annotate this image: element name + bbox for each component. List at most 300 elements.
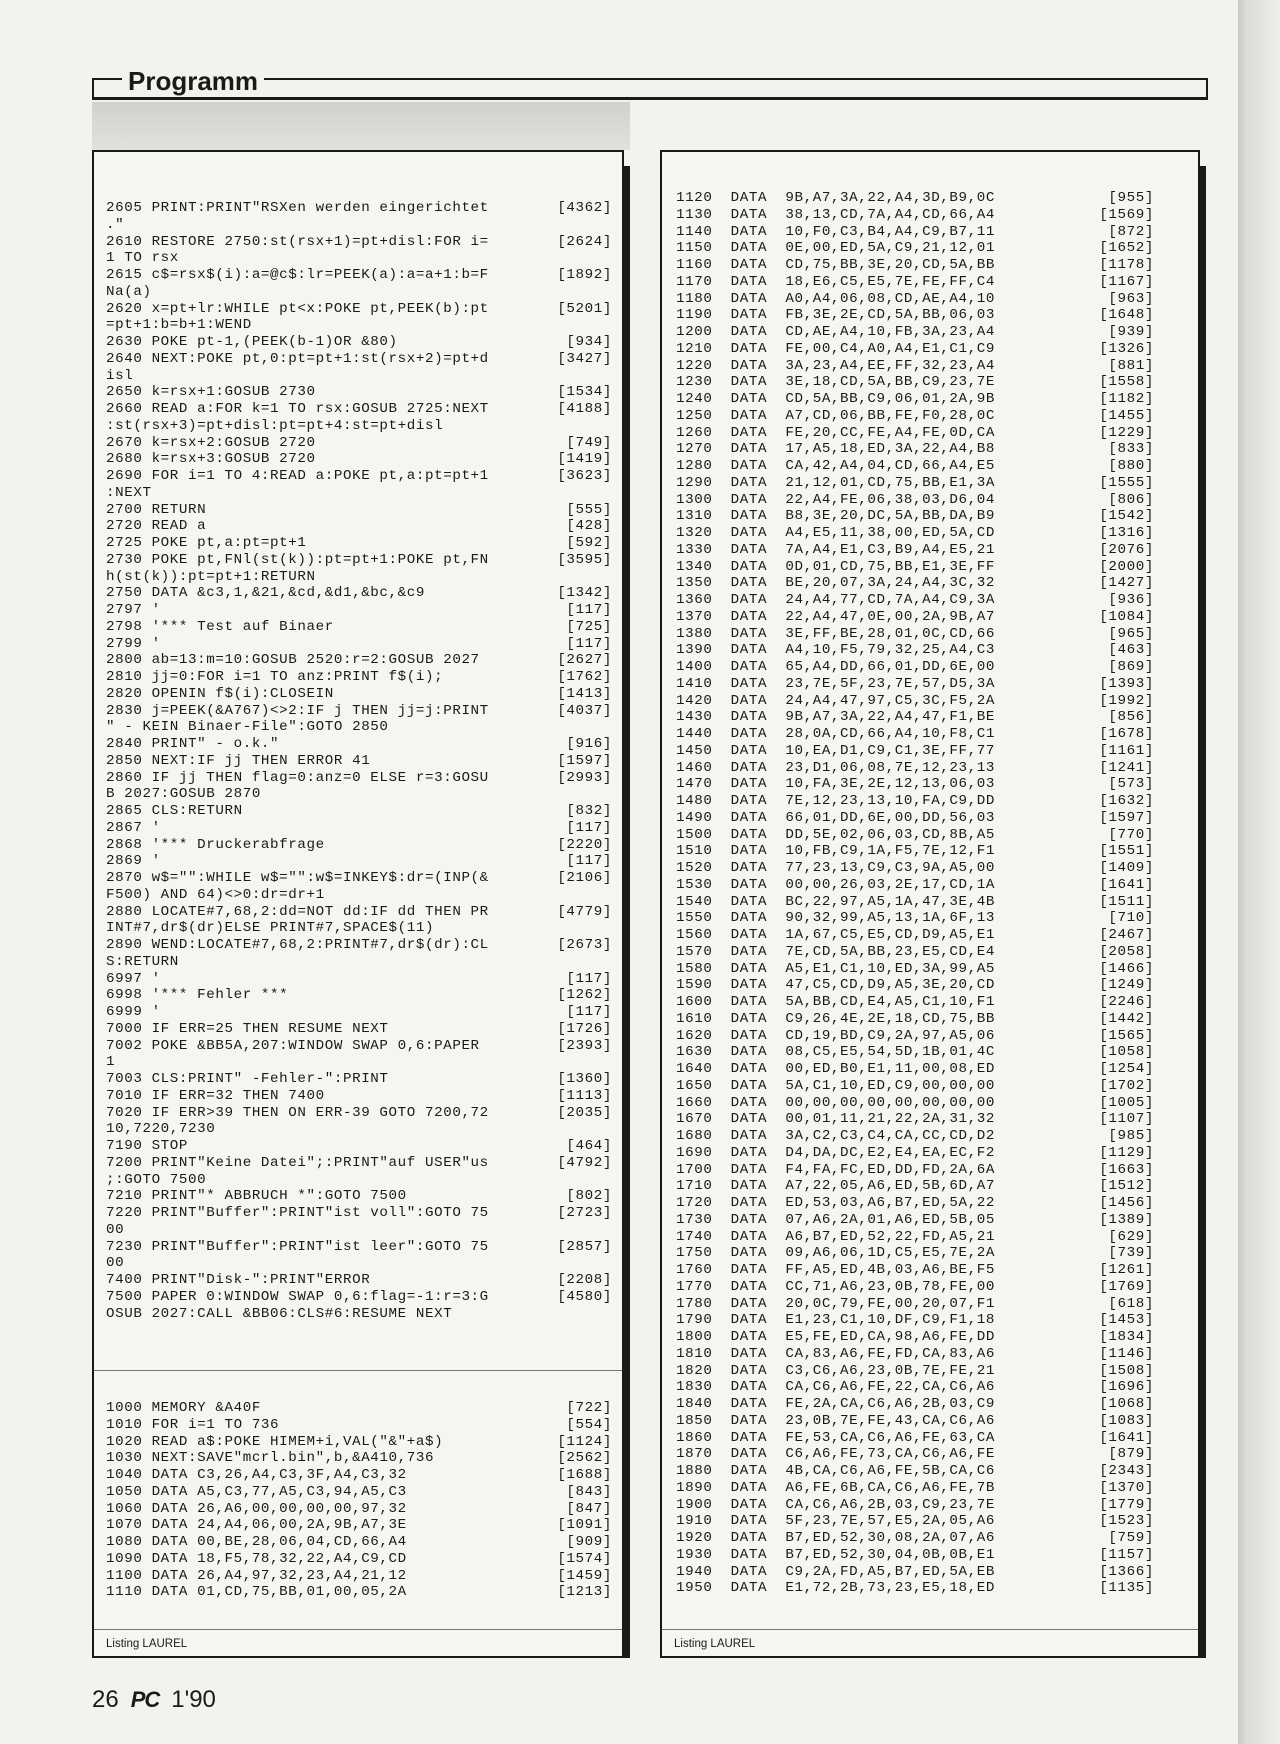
code-line (676, 894, 1154, 911)
code-text: 6997 ' (106, 970, 161, 987)
code-text: 1840 DATA FE,2A,CA,C6,A6,2B,03,C9 (676, 1396, 995, 1412)
code-text: 1460 DATA 23,D1,06,08,7E,12,23,13 (676, 759, 995, 776)
code-text: 2797 ' (106, 602, 161, 618)
code-line (106, 301, 612, 318)
code-text: 1 TO rsx (106, 250, 179, 267)
code-line (676, 1547, 1154, 1564)
code-line (676, 676, 1154, 693)
checksum: [1366] (1099, 1563, 1154, 1580)
checksum: [725] (566, 618, 612, 635)
code-text: 2810 jj=0:FOR i=1 TO anz:PRINT f$(i); (106, 669, 444, 685)
code-line (676, 827, 1154, 844)
checksum: [1702] (1099, 1077, 1154, 1094)
code-line (106, 602, 612, 619)
code-text: 2890 WEND:LOCATE#7,68,2:PRINT#7,dr$(dr):CL (106, 937, 489, 953)
code-text: 2820 OPENIN f$(i):CLOSEIN (106, 685, 334, 702)
code-text: 1910 DATA 5F,23,7E,57,E5,2A,05,A6 (676, 1513, 995, 1530)
checksum: [2562] (557, 1450, 612, 1467)
checksum: [3623] (557, 468, 612, 484)
code-line (106, 619, 612, 636)
checksum: [963] (1108, 290, 1154, 307)
checksum: [955] (1108, 190, 1154, 206)
page-footer (92, 1686, 216, 1716)
checksum: [1182] (1099, 391, 1154, 407)
checksum: [832] (566, 803, 612, 819)
code-text: 2880 LOCATE#7,68,2:dd=NOT dd:IF dd THEN PR (106, 903, 489, 920)
checksum: [1534] (557, 384, 612, 401)
label-divider (94, 1629, 622, 1630)
checksum: [117] (566, 1004, 612, 1020)
code-line (676, 1564, 1154, 1581)
code-line (676, 1262, 1154, 1279)
checksum: [833] (1108, 441, 1154, 458)
code-text: 7002 POKE &BB5A,207:WINDOW SWAP 0,6:PAPER (106, 1037, 480, 1054)
code-text: 1650 DATA 5A,C1,10,ED,C9,00,00,00 (676, 1077, 995, 1094)
code-text: 7230 PRINT"Buffer":PRINT"ist leer":GOTO 75 (106, 1238, 489, 1255)
code-text: 1 (106, 1054, 116, 1071)
code-text: 1020 READ a$:POKE HIMEM+i,VAL("&"+a$) (106, 1433, 444, 1450)
checksum: [1342] (557, 585, 612, 602)
code-text: " - KEIN Binaer-File":GOTO 2850 (106, 719, 389, 736)
code-text: 1140 DATA 10,F0,C3,B4,A4,C9,B7,11 (676, 223, 995, 240)
checksum: [1262] (557, 987, 612, 1004)
checksum: [1091] (557, 1517, 612, 1534)
checksum: [770] (1108, 826, 1154, 843)
code-line (106, 1054, 612, 1071)
code-line (106, 451, 612, 468)
code-text: 1830 DATA CA,C6,A6,FE,22,CA,C6,A6 (676, 1379, 995, 1396)
code-text: 1310 DATA B8,3E,20,DC,5A,BB,DA,B9 (676, 508, 995, 525)
checksum: [2627] (557, 652, 612, 669)
checksum: [1005] (1099, 1094, 1154, 1111)
code-text: 00 (106, 1221, 125, 1238)
section-title: Programm (122, 66, 264, 96)
checksum: [2058] (1099, 943, 1154, 960)
checksum: [1769] (1099, 1278, 1154, 1295)
code-line (676, 425, 1154, 442)
code-line (676, 391, 1154, 408)
code-line (106, 770, 612, 787)
code-text: ." (106, 216, 125, 233)
checksum: [1688] (557, 1467, 612, 1483)
checksum: [1107] (1099, 1111, 1154, 1128)
code-text: 1630 DATA 08,C5,E5,54,5D,1B,01,4C (676, 1044, 995, 1061)
code-line (106, 837, 612, 854)
code-line (106, 585, 612, 602)
code-text: F500) AND 64)<>0:dr=dr+1 (106, 886, 325, 903)
code-line (676, 1245, 1154, 1262)
code-text: 7200 PRINT"Keine Datei";:PRINT"auf USER"us (106, 1154, 489, 1171)
code-text: 1080 DATA 00,BE,28,06,04,CD,66,A4 (106, 1534, 407, 1550)
checksum: [463] (1108, 642, 1154, 659)
page-edge (1238, 0, 1280, 1744)
checksum: [1178] (1099, 257, 1154, 273)
code-text: 1750 DATA 09,A6,06,1D,C5,E5,7E,2A (676, 1245, 995, 1262)
checksum: [1678] (1099, 726, 1154, 742)
code-text: 1930 DATA B7,ED,52,30,04,0B,0B,E1 (676, 1546, 995, 1563)
code-text: 7210 PRINT"* ABBRUCH *":GOTO 7500 (106, 1188, 407, 1205)
code-text: 1860 DATA FE,53,CA,C6,A6,FE,63,CA (676, 1429, 995, 1446)
code-text: 1210 DATA FE,00,C4,A0,A4,E1,C1,C9 (676, 340, 995, 357)
code-text: 2868 '*** Druckerabfrage (106, 836, 325, 853)
code-text: 1530 DATA 00,00,26,03,2E,17,CD,1A (676, 876, 995, 893)
checksum: [1569] (1099, 206, 1154, 223)
checksum: [1419] (557, 451, 612, 468)
code-text: 1820 DATA C3,C6,A6,23,0B,7E,FE,21 (676, 1362, 995, 1379)
code-text: 1810 DATA CA,83,A6,FE,FD,CA,83,A6 (676, 1345, 995, 1362)
checksum: [1551] (1099, 843, 1154, 860)
code-line (676, 1463, 1154, 1480)
code-text: 6999 ' (106, 1004, 161, 1020)
checksum: [1597] (557, 752, 612, 769)
code-line (676, 1413, 1154, 1430)
checksum: [1453] (1099, 1312, 1154, 1329)
checksum: [1992] (1099, 692, 1154, 709)
code-text: 1050 DATA A5,C3,77,A5,C3,94,A5,C3 (106, 1483, 407, 1500)
code-text: INT#7,dr$(dr)ELSE PRINT#7,SPACE$(11) (106, 920, 435, 937)
code-text: 2630 POKE pt-1,(PEEK(b-1)OR &80) (106, 334, 398, 350)
code-text: 2869 ' (106, 853, 161, 870)
code-text: ;:GOTO 7500 (106, 1171, 207, 1188)
code-line (676, 190, 1154, 207)
code-line (676, 944, 1154, 961)
code-line (676, 1111, 1154, 1128)
code-text: 2799 ' (106, 635, 161, 652)
code-line (676, 994, 1154, 1011)
code-text: 2870 w$="":WHILE w$="":w$=INKEY$:dr=(INP(& (106, 870, 489, 886)
checksum: [618] (1108, 1295, 1154, 1312)
code-line (106, 1400, 612, 1417)
code-text: 1790 DATA E1,23,C1,10,DF,C9,F1,18 (676, 1312, 995, 1329)
code-line (676, 1011, 1154, 1028)
code-text: 1110 DATA 01,CD,75,BB,01,00,05,2A (106, 1584, 407, 1601)
checksum: [1409] (1099, 860, 1154, 876)
code-line (106, 786, 612, 803)
code-line (106, 1071, 612, 1088)
code-line (676, 1480, 1154, 1497)
code-line (676, 1128, 1154, 1145)
code-text: 1440 DATA 28,0A,CD,66,A4,10,F8,C1 (676, 726, 995, 742)
checksum: [1427] (1099, 575, 1154, 592)
code-line (106, 1088, 612, 1105)
code-line (106, 1239, 612, 1256)
checksum: [1542] (1099, 508, 1154, 525)
code-text: 1640 DATA 00,ED,B0,E1,11,00,08,ED (676, 1061, 995, 1077)
checksum: [1892] (557, 267, 612, 283)
checksum: [856] (1108, 709, 1154, 726)
code-line (676, 408, 1154, 425)
code-text: 1900 DATA CA,C6,A6,2B,03,C9,23,7E (676, 1496, 995, 1513)
code-line (676, 291, 1154, 308)
code-line (106, 267, 612, 284)
checksum: [117] (566, 602, 612, 618)
code-line (106, 1517, 612, 1534)
code-text: 7190 STOP (106, 1138, 189, 1154)
code-line (106, 284, 612, 301)
code-line (676, 910, 1154, 927)
loader-listing (106, 1400, 612, 1601)
code-line (676, 240, 1154, 257)
code-line (106, 1188, 612, 1205)
checksum: [5201] (557, 300, 612, 317)
checksum: [965] (1108, 625, 1154, 642)
listing-panel-left (92, 150, 624, 1658)
checksum: [1146] (1099, 1345, 1154, 1362)
code-text: 2610 RESTORE 2750:st(rsx+1)=pt+disl:FOR i= (106, 233, 489, 250)
code-text: 1190 DATA FB,3E,2E,CD,5A,BB,06,03 (676, 307, 995, 324)
code-line (106, 535, 612, 552)
code-text: 1680 DATA 3A,C2,C3,C4,CA,CC,CD,D2 (676, 1128, 995, 1144)
checksum: [722] (566, 1400, 612, 1416)
code-text: 7220 PRINT"Buffer":PRINT"ist voll":GOTO 75 (106, 1205, 489, 1221)
checksum: [759] (1108, 1530, 1154, 1546)
code-line (676, 274, 1154, 291)
code-line (106, 820, 612, 837)
code-text: 2730 POKE pt,FNl(st(k)):pt=pt+1:POKE pt,FN (106, 551, 489, 568)
checksum: [1241] (1099, 759, 1154, 776)
code-text: 1880 DATA 4B,CA,C6,A6,FE,5B,CA,C6 (676, 1463, 995, 1479)
code-line (106, 736, 612, 753)
checksum: [2208] (557, 1272, 612, 1288)
checksum: [4188] (557, 401, 612, 417)
code-text: 2798 '*** Test auf Binaer (106, 618, 334, 635)
code-line (676, 1095, 1154, 1112)
code-text: 1730 DATA 07,A6,2A,01,A6,ED,5B,05 (676, 1211, 995, 1228)
checksum: [1834] (1099, 1329, 1154, 1345)
checksum: [1316] (1099, 525, 1154, 541)
code-line (106, 234, 612, 251)
code-line (106, 887, 612, 904)
code-line (106, 1004, 612, 1021)
checksum: [1648] (1099, 307, 1154, 324)
code-text: 2690 FOR i=1 TO 4:READ a:POKE pt,a:pt=pt+1 (106, 468, 489, 484)
listing-panel-right (660, 150, 1200, 1658)
code-line (676, 1078, 1154, 1095)
code-line (106, 636, 612, 653)
code-line (676, 374, 1154, 391)
label-divider (662, 1629, 1198, 1630)
code-line (106, 368, 612, 385)
code-line (676, 642, 1154, 659)
checksum: [1632] (1099, 793, 1154, 809)
checksum: [2624] (557, 233, 612, 250)
checksum: [1068] (1099, 1396, 1154, 1412)
checksum: [1083] (1099, 1412, 1154, 1429)
checksum: [428] (566, 518, 612, 535)
checksum: [2857] (557, 1238, 612, 1255)
code-text: 1100 DATA 26,A4,97,32,23,A4,21,12 (106, 1567, 407, 1584)
code-line (676, 1497, 1154, 1514)
code-line (676, 860, 1154, 877)
code-text: 1270 DATA 17,A5,18,ED,3A,22,A4,B8 (676, 441, 995, 458)
checksum: [909] (566, 1534, 612, 1550)
checksum: [985] (1108, 1128, 1154, 1144)
code-text: 10,7220,7230 (106, 1121, 216, 1138)
code-text: 1800 DATA E5,FE,ED,CA,98,A6,FE,DD (676, 1329, 995, 1345)
code-text: 1160 DATA CD,75,BB,3E,20,CD,5A,BB (676, 257, 995, 273)
code-text: 1890 DATA A6,FE,6B,CA,C6,A6,FE,7B (676, 1479, 995, 1496)
checksum: [1157] (1099, 1546, 1154, 1563)
checksum: [1213] (557, 1584, 612, 1601)
code-line (676, 1513, 1154, 1530)
code-line (106, 485, 612, 502)
code-line (106, 1450, 612, 1467)
code-text: 1850 DATA 23,0B,7E,FE,43,CA,C6,A6 (676, 1412, 995, 1429)
code-text: 7010 IF ERR=32 THEN 7400 (106, 1087, 325, 1104)
code-line (106, 1417, 612, 1434)
code-text: 1280 DATA CA,42,A4,04,CD,66,A4,E5 (676, 458, 995, 474)
code-text: 2680 k=rsx+3:GOSUB 2720 (106, 451, 316, 468)
checksum: [1413] (557, 685, 612, 702)
checksum: [1508] (1099, 1362, 1154, 1379)
code-text: 2605 PRINT:PRINT"RSXen werden eingerichtet (106, 200, 489, 216)
checksum: [872] (1108, 223, 1154, 240)
issue-number: 1'90 (171, 1686, 216, 1713)
code-line (676, 542, 1154, 559)
code-line (106, 435, 612, 452)
checksum: [1442] (1099, 1010, 1154, 1027)
code-text: 1240 DATA CD,5A,BB,C9,06,01,2A,9B (676, 391, 995, 407)
code-text: 1250 DATA A7,CD,06,BB,FE,F0,28,0C (676, 407, 995, 424)
code-text: 1490 DATA 66,01,DD,6E,00,DD,56,03 (676, 809, 995, 826)
checksum: [573] (1108, 776, 1154, 793)
code-text: 1670 DATA 00,01,11,21,22,2A,31,32 (676, 1111, 995, 1128)
code-line (106, 552, 612, 569)
data-listing (676, 190, 1154, 1597)
code-text: 1760 DATA FF,A5,ED,4B,03,A6,BE,F5 (676, 1262, 995, 1278)
magazine-logo: PC (130, 1687, 160, 1712)
code-text: 1360 DATA 24,A4,77,CD,7A,A4,C9,3A (676, 592, 995, 608)
code-line (676, 341, 1154, 358)
code-line (676, 693, 1154, 710)
checksum: [4362] (557, 200, 612, 216)
code-line (676, 843, 1154, 860)
code-text: 1400 DATA 65,A4,DD,66,01,DD,6E,00 (676, 659, 995, 675)
checksum: [802] (566, 1188, 612, 1205)
code-line (676, 1145, 1154, 1162)
code-line (676, 1346, 1154, 1363)
code-text: 2850 NEXT:IF jj THEN ERROR 41 (106, 752, 371, 769)
code-line (106, 853, 612, 870)
checksum: [1261] (1099, 1262, 1154, 1278)
code-text: 1480 DATA 7E,12,23,13,10,FA,C9,DD (676, 793, 995, 809)
code-line (676, 441, 1154, 458)
code-text: 2865 CLS:RETURN (106, 803, 243, 819)
code-line (106, 1306, 612, 1323)
checksum: [117] (566, 970, 612, 987)
code-text: 1470 DATA 10,FA,3E,2E,12,13,06,03 (676, 776, 995, 793)
code-text: :st(rsx+3)=pt+disl:pt=pt+4:st=pt+disl (106, 417, 444, 434)
code-line (676, 1329, 1154, 1346)
checksum: [1641] (1099, 876, 1154, 893)
code-text: OSUB 2027:CALL &BB06:CLS#6:RESUME NEXT (106, 1305, 453, 1322)
code-line (676, 927, 1154, 944)
checksum: [2467] (1099, 927, 1154, 943)
checksum: [117] (566, 819, 612, 836)
code-text: :NEXT (106, 484, 152, 501)
code-text: 2670 k=rsx+2:GOSUB 2720 (106, 434, 316, 451)
code-line (106, 1172, 612, 1189)
code-line (106, 1205, 612, 1222)
code-text: 1450 DATA 10,EA,D1,C9,C1,3E,FF,77 (676, 742, 995, 759)
checksum: [554] (566, 1416, 612, 1433)
code-text: 1290 DATA 21,12,01,CD,75,BB,E1,3A (676, 474, 995, 491)
checksum: [1779] (1099, 1496, 1154, 1513)
checksum: [869] (1108, 659, 1154, 675)
checksum: [3595] (557, 551, 612, 568)
checksum: [555] (566, 501, 612, 518)
checksum: [1641] (1099, 1429, 1154, 1446)
code-line (676, 810, 1154, 827)
checksum: [879] (1108, 1446, 1154, 1463)
checksum: [1058] (1099, 1044, 1154, 1061)
code-text: 2640 NEXT:POKE pt,0:pt=pt+1:st(rsx+2)=pt+d (106, 350, 489, 367)
checksum: [2723] (557, 1205, 612, 1221)
code-line (106, 1105, 612, 1122)
code-line (106, 920, 612, 937)
code-line (676, 1446, 1154, 1463)
code-text: 1700 DATA F4,FA,FC,ED,DD,FD,2A,6A (676, 1161, 995, 1178)
checksum: [880] (1108, 458, 1154, 474)
code-text: 1180 DATA A0,A4,06,08,CD,AE,A4,10 (676, 290, 995, 307)
checksum: [847] (566, 1500, 612, 1517)
code-line (106, 719, 612, 736)
code-line (106, 1222, 612, 1239)
code-line (676, 1530, 1154, 1547)
code-text: 1130 DATA 38,13,CD,7A,A4,CD,66,A4 (676, 206, 995, 223)
code-text: 1150 DATA 0E,00,ED,5A,C9,21,12,01 (676, 240, 995, 257)
code-text: B 2027:GOSUB 2870 (106, 786, 261, 803)
checksum: [1574] (557, 1550, 612, 1567)
checksum: [916] (566, 736, 612, 752)
code-text: 1070 DATA 24,A4,06,00,2A,9B,A7,3E (106, 1517, 407, 1534)
code-text: 2615 c$=rsx$(i):a=@c$:lr=PEEK(a):a=a+1:b=F (106, 267, 489, 283)
checksum: [2106] (557, 870, 612, 886)
code-line (676, 559, 1154, 576)
checksum: [1167] (1099, 273, 1154, 290)
checksum: [1555] (1099, 474, 1154, 491)
code-line (106, 418, 612, 435)
code-text: 6998 '*** Fehler *** (106, 987, 289, 1004)
code-text: 1510 DATA 10,FB,C9,1A,F5,7E,12,F1 (676, 843, 995, 860)
checksum: [2993] (557, 769, 612, 786)
code-line (676, 492, 1154, 509)
checksum: [3427] (557, 350, 612, 367)
checksum: [1455] (1099, 407, 1154, 424)
checksum: [1565] (1099, 1027, 1154, 1044)
code-text: 7400 PRINT"Disk-":PRINT"ERROR (106, 1272, 371, 1288)
checksum: [806] (1108, 491, 1154, 508)
checksum: [1523] (1099, 1513, 1154, 1530)
code-text: 7000 IF ERR=25 THEN RESUME NEXT (106, 1020, 389, 1037)
checksum: [1254] (1099, 1061, 1154, 1077)
checksum: [1663] (1099, 1161, 1154, 1178)
checksum: [710] (1108, 910, 1154, 927)
code-text: 1720 DATA ED,53,03,A6,B7,ED,5A,22 (676, 1195, 995, 1211)
checksum: [4792] (557, 1154, 612, 1171)
listing-label-right: Listing LAUREL (674, 1638, 756, 1650)
checksum: [1389] (1099, 1211, 1154, 1228)
code-line (106, 468, 612, 485)
code-line (676, 224, 1154, 241)
code-text: 1040 DATA C3,26,A4,C3,3F,A4,C3,32 (106, 1467, 407, 1483)
code-text: 1060 DATA 26,A6,00,00,00,00,97,32 (106, 1500, 407, 1517)
code-text: 7500 PAPER 0:WINDOW SWAP 0,6:flag=-1:r=3:G (106, 1288, 489, 1305)
code-text: 1420 DATA 24,A4,47,97,C5,3C,F5,2A (676, 692, 995, 709)
code-text: 1410 DATA 23,7E,5F,23,7E,57,D5,3A (676, 675, 995, 692)
code-line (676, 877, 1154, 894)
code-line (676, 743, 1154, 760)
